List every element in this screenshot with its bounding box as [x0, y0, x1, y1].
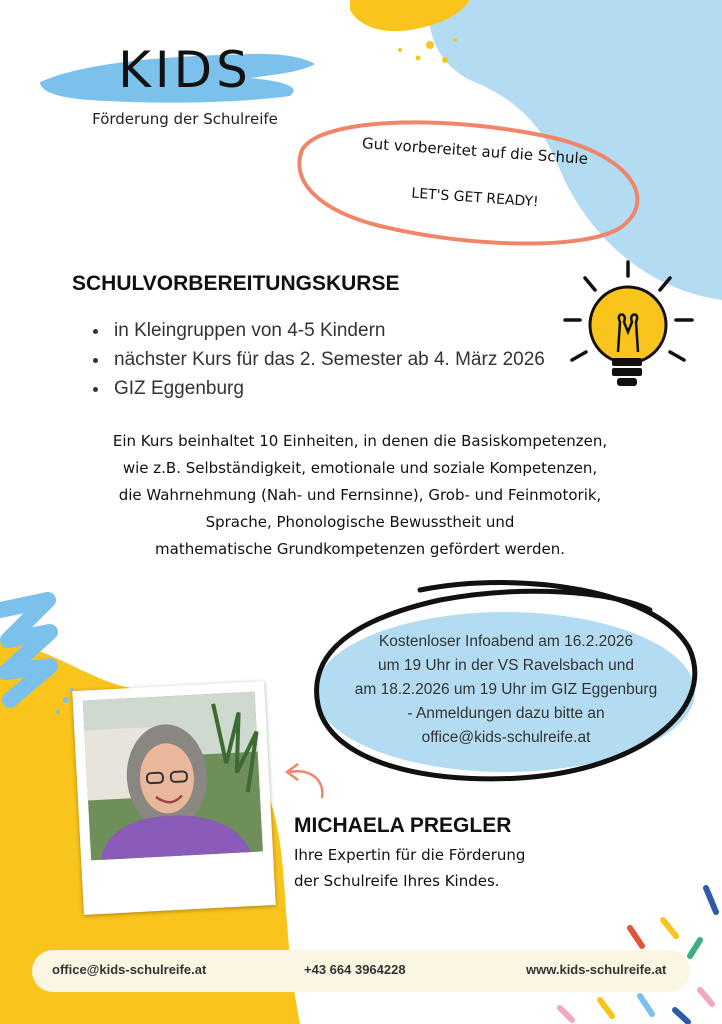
section-heading: SCHULVORBEREITUNGSKURSE — [72, 272, 400, 295]
info-line: - Anmeldungen dazu bitte an — [407, 705, 605, 722]
logo-subtitle: Förderung der Schulreife — [92, 110, 278, 128]
info-evening — [336, 630, 676, 750]
description-line: Sprache, Phonologische Bewusstheit und — [205, 513, 515, 531]
role-line: Ihre Expertin für die Förderung — [294, 846, 526, 864]
footer-phone[interactable]: +43 664 3964228 — [304, 962, 406, 977]
bullet-item: • nächster Kurs für das 2. Semester ab 4. März 2026 — [110, 345, 545, 374]
footer-website-link[interactable]: www.kids-schulreife.at — [526, 962, 667, 977]
coral-arrow — [290, 771, 322, 798]
info-line: Kostenloser Infoabend am 16.2.2026 — [378, 633, 634, 650]
description-line: Ein Kurs beinhaltet 10 Einheiten, in denen die Basiskompetenzen, — [112, 432, 608, 450]
description-line: die Wahrnehmung (Nah- und Fernsinne), Grob- und Feinmotorik, — [118, 486, 602, 504]
tagline-line1: Gut vorbereitet auf die Schule — [361, 134, 589, 168]
course-description — [40, 428, 680, 563]
info-email[interactable]: office@kids-schulreife.at — [421, 729, 591, 746]
course-bullets — [90, 316, 545, 403]
portrait-photo — [72, 681, 275, 915]
person-name: MICHAELA PREGLER — [294, 814, 512, 837]
description-line: wie z.B. Selbständigkeit, emotionale und soziale Kompetenzen, — [122, 459, 598, 477]
logo: KIDS — [118, 41, 252, 99]
info-line: um 19 Uhr in der VS Ravelsbach und — [378, 657, 634, 674]
role-line: der Schulreife Ihres Kindes. — [294, 872, 500, 890]
bullet-item: • GIZ Eggenburg — [110, 374, 545, 403]
footer-email-link[interactable]: office@kids-schulreife.at — [52, 962, 207, 977]
person-role — [294, 842, 525, 894]
description-line: mathematische Grundkompetenzen gefördert werden. — [155, 540, 565, 558]
bullet-item: • in Kleingruppen von 4-5 Kindern — [110, 316, 545, 345]
tagline-line2: LET'S GET READY! — [410, 185, 540, 211]
info-line: am 18.2.2026 um 19 Uhr im GIZ Eggenburg — [354, 681, 658, 698]
